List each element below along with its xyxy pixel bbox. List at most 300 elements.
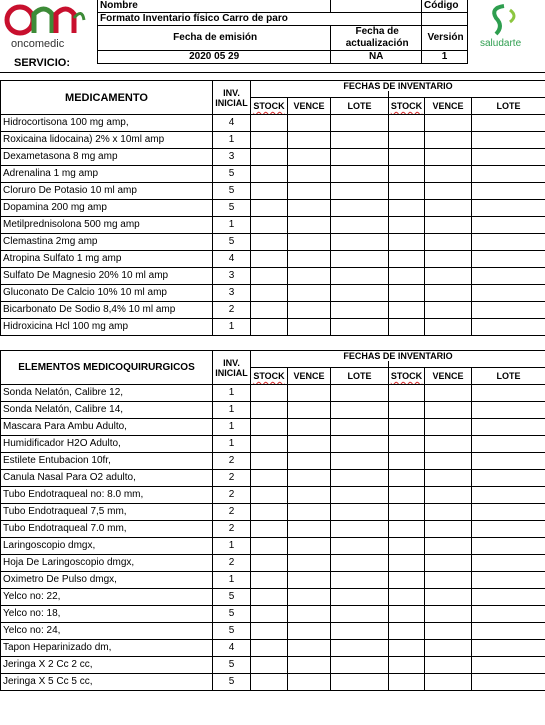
inventory-cell[interactable]	[331, 251, 389, 268]
saludarte-wordmark: saludarte	[480, 38, 522, 49]
inventory-cell[interactable]	[425, 555, 472, 572]
inventory-cell[interactable]	[472, 555, 545, 572]
inventory-cell[interactable]	[331, 402, 389, 419]
inventory-cell[interactable]	[251, 555, 288, 572]
inv-inicial-header: INV. INICIAL	[213, 81, 251, 115]
inventory-cell[interactable]	[472, 268, 545, 285]
inventory-cell[interactable]	[331, 200, 389, 217]
table-row	[1, 436, 545, 453]
inventory-cell[interactable]	[288, 183, 331, 200]
inventory-cell[interactable]	[472, 657, 545, 674]
inventory-cell[interactable]	[251, 572, 288, 589]
inventory-cell[interactable]	[251, 183, 288, 200]
inventory-cell[interactable]	[472, 623, 545, 640]
inventory-cell[interactable]	[251, 606, 288, 623]
inventory-cell[interactable]	[425, 132, 472, 149]
inventory-cell[interactable]	[288, 487, 331, 504]
inventory-cell[interactable]	[288, 674, 331, 691]
item-name: Yelco no: 18,	[1, 606, 213, 623]
inventory-cell[interactable]	[472, 419, 545, 436]
table-row	[1, 319, 545, 336]
item-name: Tubo Endotraqueal 7.0 mm,	[1, 521, 213, 538]
inventory-cell[interactable]	[472, 572, 545, 589]
inventory-cell[interactable]	[251, 504, 288, 521]
item-inv-inicial: 2	[213, 504, 251, 521]
saludarte-logo	[460, 0, 545, 52]
inventory-cell[interactable]	[389, 606, 425, 623]
inventory-cell[interactable]	[331, 606, 389, 623]
inventory-cell[interactable]	[472, 453, 545, 470]
document-title: Formato Inventario físico Carro de paro	[98, 13, 422, 26]
item-inv-inicial: 2	[213, 521, 251, 538]
inventory-cell[interactable]	[389, 149, 425, 166]
table-row	[1, 674, 545, 691]
medicamento-rows	[1, 115, 545, 336]
table-row	[1, 521, 545, 538]
inventory-cell[interactable]	[331, 538, 389, 555]
inventory-cell[interactable]	[251, 166, 288, 183]
inventory-cell[interactable]	[288, 538, 331, 555]
inventory-cell[interactable]	[251, 538, 288, 555]
inventory-cell[interactable]	[288, 657, 331, 674]
fecha-emision-label: Fecha de emisión	[98, 26, 331, 51]
table-row	[1, 555, 545, 572]
inventory-cell[interactable]	[389, 555, 425, 572]
inventory-cell[interactable]	[472, 674, 545, 691]
inventory-cell[interactable]	[472, 487, 545, 504]
table-row	[1, 589, 545, 606]
inventory-cell[interactable]	[251, 640, 288, 657]
col-stock: STOCK	[389, 98, 425, 115]
item-inv-inicial: 5	[213, 657, 251, 674]
inventory-cell[interactable]	[425, 268, 472, 285]
inventory-cell[interactable]	[425, 470, 472, 487]
inventory-cell[interactable]	[389, 385, 425, 402]
inventory-cell[interactable]	[251, 319, 288, 336]
inventory-cell[interactable]	[472, 183, 545, 200]
inventory-cell[interactable]	[389, 538, 425, 555]
inventory-cell[interactable]	[425, 385, 472, 402]
col-lote: LOTE	[331, 98, 389, 115]
inventory-cell[interactable]	[331, 470, 389, 487]
inventory-cell[interactable]	[425, 217, 472, 234]
inventory-cell[interactable]	[425, 521, 472, 538]
inventory-cell[interactable]	[425, 115, 472, 132]
inventory-cell[interactable]	[472, 589, 545, 606]
item-inv-inicial: 5	[213, 589, 251, 606]
inventory-cell[interactable]	[472, 149, 545, 166]
inventory-cell[interactable]	[288, 385, 331, 402]
table-row	[1, 385, 545, 402]
inventory-cell[interactable]	[425, 640, 472, 657]
fechas-inventario-header: FECHAS DE INVENTARIO	[251, 81, 545, 92]
inventory-cell[interactable]	[331, 132, 389, 149]
item-name: Tubo Endotraqueal no: 8.0 mm,	[1, 487, 213, 504]
inventory-cell[interactable]	[472, 234, 545, 251]
oncomedic-wordmark: oncomedic	[11, 38, 65, 50]
inventory-cell[interactable]	[251, 453, 288, 470]
servicio-label: SERVICIO:	[14, 57, 71, 69]
fecha-emision-value: 2020 05 29	[98, 51, 331, 64]
inventory-cell[interactable]	[288, 268, 331, 285]
inventory-cell[interactable]	[389, 436, 425, 453]
table-row	[1, 251, 545, 268]
table-row	[1, 623, 545, 640]
item-name: Mascara Para Ambu Adulto,	[1, 419, 213, 436]
inventory-cell[interactable]	[389, 657, 425, 674]
inventory-cell[interactable]	[472, 606, 545, 623]
inventory-cell[interactable]	[251, 674, 288, 691]
inventory-cell[interactable]	[331, 555, 389, 572]
inv-inicial-header: INV. INICIAL	[213, 351, 251, 385]
inventory-cell[interactable]	[331, 572, 389, 589]
item-inv-inicial: 3	[213, 285, 251, 302]
inventory-cell[interactable]	[472, 285, 545, 302]
inventory-cell[interactable]	[389, 166, 425, 183]
table-row	[1, 302, 545, 319]
inventory-cell[interactable]	[331, 302, 389, 319]
inventory-cell[interactable]	[389, 183, 425, 200]
inventory-cell[interactable]	[288, 285, 331, 302]
item-name: Hidrocortisona 100 mg amp,	[1, 115, 213, 132]
medicamento-header: MEDICAMENTO	[1, 81, 213, 115]
inventory-cell[interactable]	[331, 521, 389, 538]
inventory-cell[interactable]	[389, 453, 425, 470]
inventory-cell[interactable]	[425, 183, 472, 200]
inventory-cell[interactable]	[472, 470, 545, 487]
inventory-cell[interactable]	[288, 521, 331, 538]
inventory-cell[interactable]	[288, 166, 331, 183]
fechas-inventario-header: FECHAS DE INVENTARIO	[251, 351, 545, 362]
table-row	[1, 166, 545, 183]
item-name: Laringoscopio dmgx,	[1, 538, 213, 555]
inventory-cell[interactable]	[288, 319, 331, 336]
item-inv-inicial: 2	[213, 302, 251, 319]
table-row	[1, 268, 545, 285]
table-row	[1, 285, 545, 302]
inventory-cell[interactable]	[472, 200, 545, 217]
inventory-cell[interactable]	[389, 251, 425, 268]
inventory-cell[interactable]	[251, 302, 288, 319]
inventory-cell[interactable]	[389, 268, 425, 285]
table-row	[1, 115, 545, 132]
inventory-cell[interactable]	[425, 419, 472, 436]
inventory-cell[interactable]	[288, 572, 331, 589]
item-name: Adrenalina 1 mg amp	[1, 166, 213, 183]
inventory-cell[interactable]	[389, 200, 425, 217]
inventory-cell[interactable]	[425, 674, 472, 691]
elementos-rows	[1, 385, 545, 691]
col-lote: LOTE	[472, 368, 545, 385]
inventory-cell[interactable]	[472, 217, 545, 234]
item-inv-inicial: 1	[213, 402, 251, 419]
item-name: Tapon Heparinizado dm,	[1, 640, 213, 657]
inventory-cell[interactable]	[331, 149, 389, 166]
col-vence: VENCE	[425, 368, 472, 385]
inventory-cell[interactable]	[425, 166, 472, 183]
item-name: Estilete Entubacion 10fr,	[1, 453, 213, 470]
inventory-cell[interactable]	[288, 640, 331, 657]
inventory-cell[interactable]	[389, 487, 425, 504]
inventory-cell[interactable]	[425, 538, 472, 555]
table-row	[1, 200, 545, 217]
inventory-cell[interactable]	[331, 589, 389, 606]
inventory-cell[interactable]	[251, 217, 288, 234]
inventory-cell[interactable]	[389, 302, 425, 319]
inventory-cell[interactable]	[472, 436, 545, 453]
item-inv-inicial: 3	[213, 268, 251, 285]
inventory-cell[interactable]	[389, 521, 425, 538]
table-row	[1, 538, 545, 555]
table-row	[1, 234, 545, 251]
elementos-header: ELEMENTOS MEDICOQUIRURGICOS	[1, 351, 213, 385]
inventory-cell[interactable]	[251, 285, 288, 302]
inventory-cell[interactable]	[251, 115, 288, 132]
inventory-cell[interactable]	[331, 453, 389, 470]
inventory-cell[interactable]	[331, 268, 389, 285]
inventory-cell[interactable]	[472, 538, 545, 555]
inventory-cell[interactable]	[331, 504, 389, 521]
inventory-cell[interactable]	[251, 419, 288, 436]
inventory-cell[interactable]	[288, 555, 331, 572]
item-inv-inicial: 4	[213, 251, 251, 268]
inventory-cell[interactable]	[288, 419, 331, 436]
item-inv-inicial: 5	[213, 234, 251, 251]
inventory-cell[interactable]	[331, 657, 389, 674]
item-inv-inicial: 4	[213, 115, 251, 132]
inventory-cell[interactable]	[472, 251, 545, 268]
col-vence: VENCE	[425, 98, 472, 115]
inventory-cell[interactable]	[389, 285, 425, 302]
item-name: Hoja De Laringoscopio dmgx,	[1, 555, 213, 572]
item-inv-inicial: 2	[213, 555, 251, 572]
fecha-actualizacion-value: NA	[331, 51, 422, 64]
inventory-cell[interactable]	[331, 166, 389, 183]
table-row	[1, 183, 545, 200]
inventory-cell[interactable]	[425, 436, 472, 453]
item-name: Roxicaina lidocaina) 2% x 10ml amp	[1, 132, 213, 149]
inventory-cell[interactable]	[389, 419, 425, 436]
nombre-label: Nombre	[98, 0, 331, 13]
inventory-cell[interactable]	[389, 402, 425, 419]
inventory-cell[interactable]	[331, 674, 389, 691]
item-name: Sonda Nelatón, Calibre 14,	[1, 402, 213, 419]
version-value: 1	[422, 51, 468, 64]
inventory-cell[interactable]	[331, 183, 389, 200]
inventory-cell[interactable]	[331, 436, 389, 453]
inventory-cell[interactable]	[472, 166, 545, 183]
inventory-cell[interactable]	[288, 589, 331, 606]
item-inv-inicial: 5	[213, 200, 251, 217]
inventory-cell[interactable]	[288, 149, 331, 166]
inventory-cell[interactable]	[251, 268, 288, 285]
item-name: Metilprednisolona 500 mg amp	[1, 217, 213, 234]
item-inv-inicial: 5	[213, 606, 251, 623]
inventory-cell[interactable]	[389, 115, 425, 132]
item-name: Tubo Endotraqueal 7,5 mm,	[1, 504, 213, 521]
inventory-cell[interactable]	[389, 589, 425, 606]
inventory-cell[interactable]	[288, 115, 331, 132]
inventory-cell[interactable]	[331, 115, 389, 132]
col-vence: VENCE	[288, 98, 331, 115]
inventory-cell[interactable]	[425, 657, 472, 674]
inventory-cell[interactable]	[425, 589, 472, 606]
item-name: Jeringa X 2 Cc 2 cc,	[1, 657, 213, 674]
inventory-cell[interactable]	[389, 572, 425, 589]
col-stock: STOCK	[389, 368, 425, 385]
table-row	[1, 132, 545, 149]
inventory-cell[interactable]	[425, 200, 472, 217]
table-row	[1, 504, 545, 521]
inventory-cell[interactable]	[331, 487, 389, 504]
inventory-cell[interactable]	[472, 385, 545, 402]
inventory-cell[interactable]	[472, 640, 545, 657]
item-name: Jeringa X 5 Cc 5 cc,	[1, 674, 213, 691]
inventory-cell[interactable]	[389, 504, 425, 521]
inventory-cell[interactable]	[288, 504, 331, 521]
inventory-cell[interactable]	[331, 640, 389, 657]
table-row	[1, 217, 545, 234]
inventory-cell[interactable]	[389, 470, 425, 487]
inventory-cell[interactable]	[472, 302, 545, 319]
inventory-cell[interactable]	[389, 674, 425, 691]
inventory-cell[interactable]	[288, 234, 331, 251]
item-inv-inicial: 1	[213, 217, 251, 234]
table-row	[1, 419, 545, 436]
inventory-cell[interactable]	[472, 115, 545, 132]
inventory-cell[interactable]	[389, 234, 425, 251]
item-inv-inicial: 1	[213, 385, 251, 402]
inventory-cell[interactable]	[425, 572, 472, 589]
table-row	[1, 640, 545, 657]
inventory-cell[interactable]	[472, 132, 545, 149]
inventory-cell[interactable]	[331, 623, 389, 640]
inventory-cell[interactable]	[331, 234, 389, 251]
inventory-cell[interactable]	[288, 200, 331, 217]
inventory-cell[interactable]	[472, 319, 545, 336]
inventory-cell[interactable]	[425, 606, 472, 623]
item-inv-inicial: 1	[213, 319, 251, 336]
inventory-cell[interactable]	[389, 640, 425, 657]
inventory-cell[interactable]	[288, 302, 331, 319]
inventory-cell[interactable]	[288, 606, 331, 623]
item-name: Cloruro De Potasio 10 ml amp	[1, 183, 213, 200]
inventory-cell[interactable]	[251, 487, 288, 504]
inventory-cell[interactable]	[389, 217, 425, 234]
inventory-cell[interactable]	[288, 436, 331, 453]
inventory-cell[interactable]	[389, 319, 425, 336]
inventory-cell[interactable]	[425, 319, 472, 336]
inventory-cell[interactable]	[425, 453, 472, 470]
item-inv-inicial: 4	[213, 640, 251, 657]
inventory-cell[interactable]	[288, 453, 331, 470]
item-name: Sonda Nelatón, Calibre 12,	[1, 385, 213, 402]
table-row	[1, 657, 545, 674]
inventory-cell[interactable]	[425, 402, 472, 419]
item-name: Atropina Sulfato 1 mg amp	[1, 251, 213, 268]
inventory-cell[interactable]	[251, 470, 288, 487]
inventory-cell[interactable]	[251, 200, 288, 217]
inventory-cell[interactable]	[251, 436, 288, 453]
fecha-actualizacion-label: Fecha de actualización	[331, 26, 422, 51]
item-name: Humidificador H2O Adulto,	[1, 436, 213, 453]
item-inv-inicial: 1	[213, 419, 251, 436]
inventory-cell[interactable]	[331, 217, 389, 234]
col-stock: STOCK	[251, 368, 288, 385]
item-inv-inicial: 2	[213, 470, 251, 487]
inventory-cell[interactable]	[425, 487, 472, 504]
inventory-cell[interactable]	[425, 251, 472, 268]
inventory-cell[interactable]	[425, 234, 472, 251]
table-row	[1, 470, 545, 487]
inventory-cell[interactable]	[472, 402, 545, 419]
inventory-cell[interactable]	[331, 419, 389, 436]
inventory-cell[interactable]	[331, 385, 389, 402]
item-name: Sulfato De Magnesio 20% 10 ml amp	[1, 268, 213, 285]
inventory-cell[interactable]	[472, 504, 545, 521]
item-inv-inicial: 2	[213, 453, 251, 470]
inventory-cell[interactable]	[251, 132, 288, 149]
inventory-cell[interactable]	[251, 623, 288, 640]
table-row	[1, 453, 545, 470]
inventory-cell[interactable]	[425, 504, 472, 521]
item-inv-inicial: 1	[213, 572, 251, 589]
item-name: Bicarbonato De Sodio 8,4% 10 ml amp	[1, 302, 213, 319]
elementos-table	[0, 350, 545, 691]
inventory-cell[interactable]	[251, 402, 288, 419]
table-row	[1, 402, 545, 419]
inventory-cell[interactable]	[251, 149, 288, 166]
inventory-cell[interactable]	[425, 302, 472, 319]
inventory-cell[interactable]	[425, 285, 472, 302]
divider	[0, 72, 545, 73]
version-label: Versión	[422, 26, 468, 51]
item-inv-inicial: 5	[213, 674, 251, 691]
inventory-cell[interactable]	[331, 319, 389, 336]
item-name: Hidroxicina Hcl 100 mg amp	[1, 319, 213, 336]
inventory-cell[interactable]	[331, 285, 389, 302]
inventory-cell[interactable]	[251, 657, 288, 674]
inventory-cell[interactable]	[425, 149, 472, 166]
inventory-cell[interactable]	[389, 623, 425, 640]
inventory-cell[interactable]	[288, 251, 331, 268]
inventory-cell[interactable]	[288, 623, 331, 640]
item-inv-inicial: 1	[213, 436, 251, 453]
inventory-cell[interactable]	[251, 521, 288, 538]
item-name: Dexametasona 8 mg amp	[1, 149, 213, 166]
inventory-cell[interactable]	[288, 402, 331, 419]
inventory-cell[interactable]	[389, 132, 425, 149]
inventory-cell[interactable]	[288, 132, 331, 149]
inventory-cell[interactable]	[251, 385, 288, 402]
inventory-cell[interactable]	[472, 521, 545, 538]
item-name: Clemastina 2mg amp	[1, 234, 213, 251]
item-name: Gluconato De Calcio 10% 10 ml amp	[1, 285, 213, 302]
table-row	[1, 572, 545, 589]
item-name: Dopamina 200 mg amp	[1, 200, 213, 217]
inventory-cell[interactable]	[251, 589, 288, 606]
item-name: Yelco no: 22,	[1, 589, 213, 606]
inventory-cell[interactable]	[425, 623, 472, 640]
item-name: Yelco no: 24,	[1, 623, 213, 640]
col-lote: LOTE	[331, 368, 389, 385]
col-vence: VENCE	[288, 368, 331, 385]
inventory-cell[interactable]	[288, 470, 331, 487]
inventory-cell[interactable]	[288, 217, 331, 234]
inventory-cell[interactable]	[251, 234, 288, 251]
item-inv-inicial: 3	[213, 149, 251, 166]
inventory-cell[interactable]	[251, 251, 288, 268]
